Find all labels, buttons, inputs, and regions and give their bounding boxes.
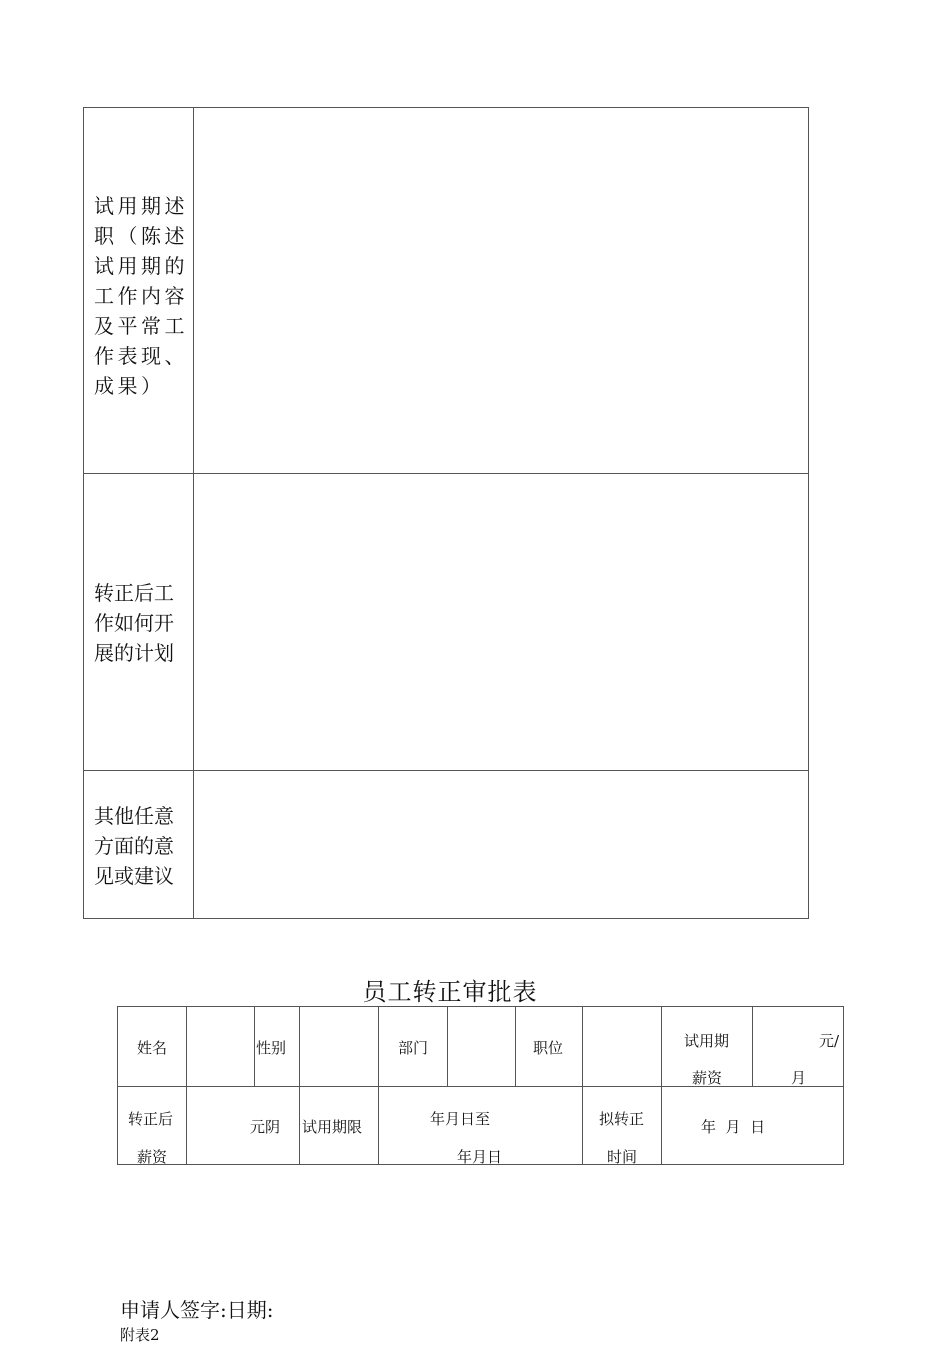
- appendix-note: 附表2: [120, 1326, 160, 1344]
- row-label-suggestions: 其他任意 方面的意 见或建议: [94, 804, 174, 888]
- form-title: 员工转正审批表: [362, 978, 538, 1006]
- proposed-date-label: 拟转正: [599, 1110, 645, 1128]
- table-border: [117, 1006, 844, 1007]
- cell-divider: [515, 1006, 516, 1086]
- cell-divider: [254, 1006, 255, 1086]
- row-label-probation-review: 试用期述 职（陈述 试用期的 工作内容 及平常工 作表现、 成果）: [94, 194, 188, 398]
- period-to-field[interactable]: 年月日: [457, 1148, 503, 1166]
- row-divider: [117, 1086, 844, 1087]
- cell-divider: [752, 1006, 753, 1086]
- work-plan-field[interactable]: [194, 474, 808, 770]
- cell-divider: [378, 1006, 379, 1165]
- proposed-date-label: 时间: [607, 1148, 638, 1166]
- position-label: 职位: [533, 1039, 564, 1057]
- dept-label: 部门: [398, 1039, 429, 1057]
- cell-divider: [186, 1086, 187, 1165]
- cell-divider: [299, 1006, 300, 1165]
- name-label: 姓名: [137, 1039, 168, 1057]
- after-salary-field[interactable]: 元阴: [250, 1118, 281, 1136]
- cell-divider: [661, 1006, 662, 1165]
- probation-salary-label: 试用期: [684, 1032, 730, 1050]
- probation-salary-label: 薪资: [692, 1069, 723, 1087]
- gender-label: 性别: [256, 1039, 287, 1057]
- cell-divider: [582, 1006, 583, 1165]
- probation-salary-unit[interactable]: 元/: [819, 1032, 840, 1050]
- approval-table: [117, 1006, 844, 1165]
- applicant-signature-line: 申请人签字:日期:: [120, 1298, 274, 1322]
- suggestions-field[interactable]: [194, 771, 808, 919]
- period-from-field[interactable]: 年月日至: [430, 1110, 491, 1128]
- cell-divider: [447, 1006, 448, 1086]
- after-salary-label: 薪资: [137, 1148, 168, 1166]
- after-salary-label: 转正后: [128, 1110, 174, 1128]
- row-label-work-plan: 转正后工 作如何开 展的计划: [94, 581, 174, 665]
- probation-review-field[interactable]: [194, 108, 808, 473]
- self-review-table: [83, 107, 809, 919]
- probation-period-label: 试用期限: [302, 1118, 363, 1136]
- cell-divider: [186, 1006, 187, 1086]
- proposed-date-field[interactable]: 年 月 日: [701, 1118, 766, 1136]
- probation-salary-unit: 月: [791, 1069, 807, 1087]
